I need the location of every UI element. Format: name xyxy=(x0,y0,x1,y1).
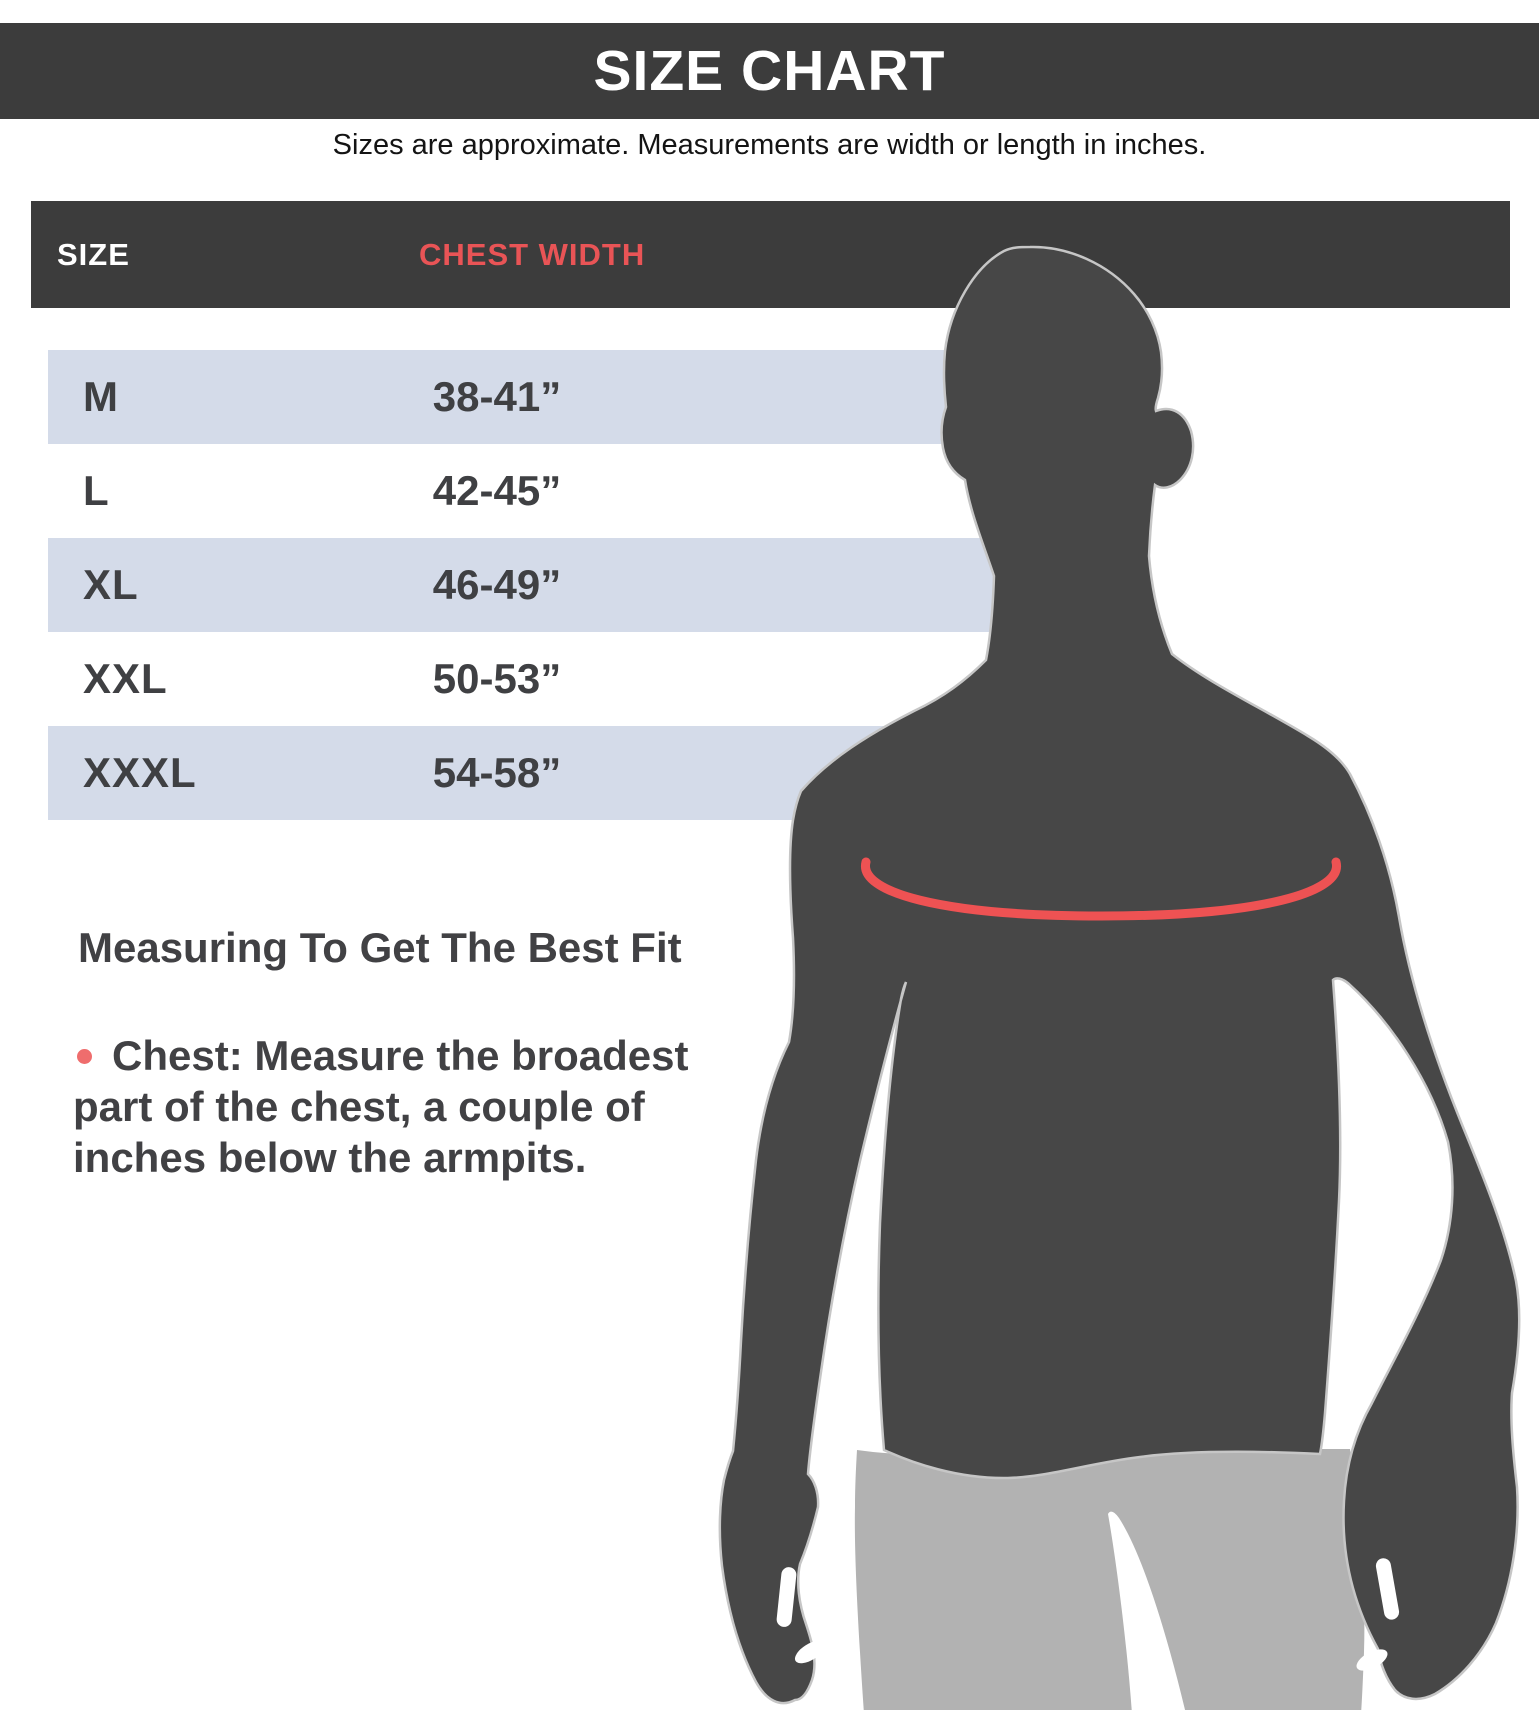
chest-width-cell: 54-58” xyxy=(432,749,562,796)
chest-width-cell: 42-45” xyxy=(432,467,562,514)
subtitle: Sizes are approximate. Measurements are width or length in inches. xyxy=(332,129,1207,161)
right-thumb-slit xyxy=(1375,1557,1401,1621)
table-row xyxy=(48,444,1000,538)
right-finger-notch xyxy=(1353,1645,1391,1675)
title-bar xyxy=(0,23,1539,119)
bullet-line: Chest: Measure the broadest xyxy=(64,1030,824,1081)
column-header-size: SIZE xyxy=(57,236,130,272)
table-row xyxy=(48,632,1000,726)
measuring-instructions xyxy=(64,1030,824,1183)
size-cell: XXL xyxy=(83,655,168,702)
size-table-header xyxy=(31,201,1510,308)
table-row xyxy=(48,538,1000,632)
pants-path xyxy=(855,1449,1365,1710)
page-title: SIZE CHART xyxy=(593,39,946,103)
column-header-chest-width: CHEST WIDTH xyxy=(419,236,646,272)
bullet-line: inches below the armpits. xyxy=(73,1134,587,1181)
size-cell: L xyxy=(83,467,110,514)
chest-measurement-line xyxy=(865,862,1336,916)
left-finger-notch xyxy=(791,1636,828,1668)
size-table-rows xyxy=(48,350,1000,820)
chest-width-cell: 38-41” xyxy=(432,373,562,420)
table-row xyxy=(48,726,1000,820)
table-row xyxy=(48,350,1000,444)
bullet-line: part of the chest, a couple of xyxy=(73,1083,645,1130)
size-cell: XL xyxy=(83,561,139,608)
size-cell: XXXL xyxy=(83,749,197,796)
measuring-heading: Measuring To Get The Best Fit xyxy=(78,924,682,971)
bullet-dot-icon xyxy=(77,1049,92,1064)
size-cell: M xyxy=(83,373,119,420)
left-thumb-slit xyxy=(776,1566,797,1627)
chest-width-cell: 46-49” xyxy=(432,561,562,608)
chest-width-cell: 50-53” xyxy=(432,655,562,702)
